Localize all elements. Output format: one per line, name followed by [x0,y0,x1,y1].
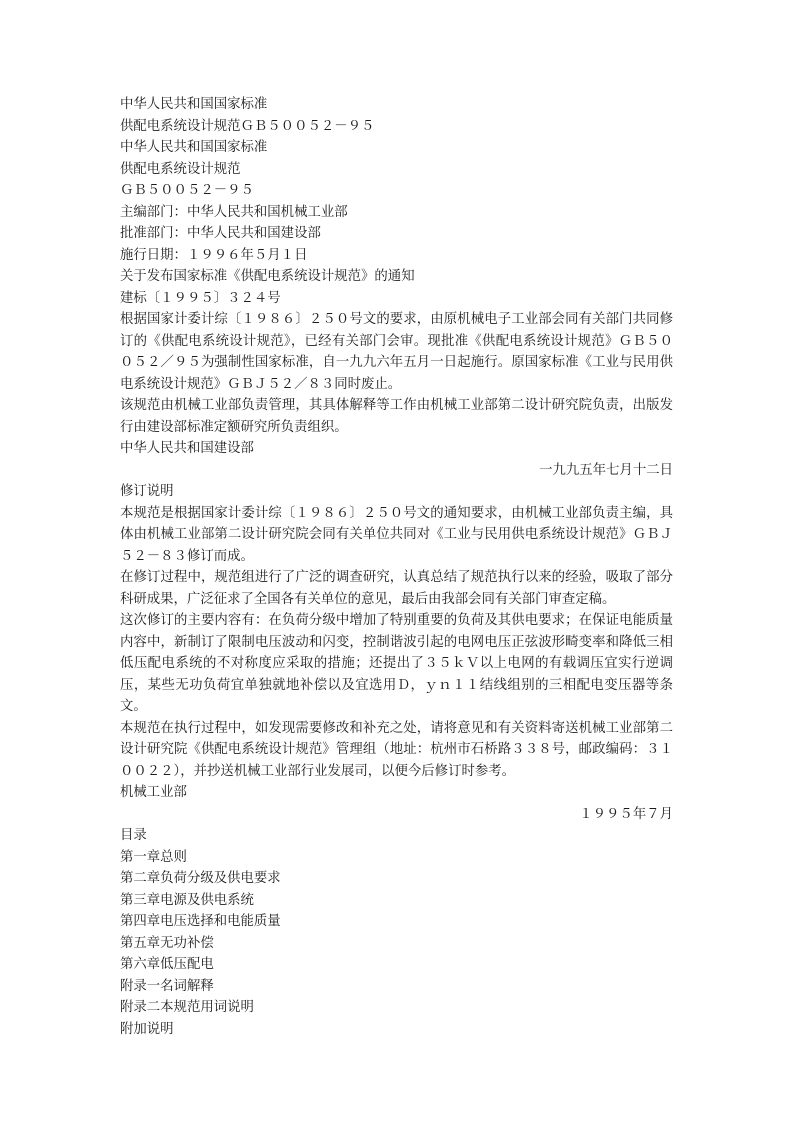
revision-paragraph: 本规范是根据国家计委计综〔１９８６〕２５０号文的通知要求，由机械工业部负责主编，具体由机械工业部第二设计研究院会同有关单位共同对《工业与民用供电系统设计规范》ＧＢＪ５２－８３修订而成。 [120,505,673,564]
toc-item: 第四章电压选择和电能质量 [120,914,281,929]
document-page [120,94,673,1040]
standard-title-repeat: 中华人民共和国国家标准 [120,140,268,155]
toc-item: 附录一名词解释 [120,978,214,994]
toc-item: 第三章电源及供电系统 [120,892,254,908]
revision-paragraph: 这次修订的主要内容有：在负荷分级中增加了特别重要的负荷及其供电要求；在保证电能质量内容中，新制订了限制电压波动和闪变，控制谐波引起的电网电压正弦波形畸变率和降低三相低压配电系统的不对称度应采取的措施；还提出了３５ｋＶ以上电网的有载调压宜实行逆调压，某些无功负荷宜单独就地补偿以及宜选用Ｄ，ｙｎ１１结线组别的三相配电变压器等条文。 [120,613,673,714]
standard-code: ＧＢ５００５２－９５ [120,183,254,198]
toc-item: 附录二本规范用词说明 [120,1000,254,1015]
revision-paragraph: 本规范在执行过程中，如发现需要修改和补充之处，请将意见和有关资料寄送机械工业部第二设计研究院《供配电系统设计规范》管理组（地址：杭州市石桥路３３８号，邮政编码：３１００２２），并抄送机械工业部行业发展司，以便今后修订时参考。 [120,720,673,779]
toc-item: 第二章负荷分级及供电要求 [120,871,281,886]
toc-item: 第一章总则 [120,849,187,865]
toc-heading: 目录 [120,828,147,843]
toc-item: 第五章无功补偿 [120,935,214,951]
revision-paragraph: 在修订过程中，规范组进行了广泛的调查研究，认真总结了规范执行以来的经验，吸取了部分科研成果，广泛征求了全国各有关单位的意见，最后由我部会同有关部门审查定稿。 [120,570,673,607]
standard-title: 中华人民共和国国家标准 [120,97,268,112]
revision-heading: 修订说明 [120,484,174,499]
notice-paragraph: 该规范由机械工业部负责管理，其具体解释等工作由机械工业部第二设计研究院负责，出版发行由建设部标准定额研究所负责组织。 [120,398,673,435]
notice-title: 关于发布国家标准《供配电系统设计规范》的通知 [120,269,415,284]
notice-paragraph: 根据国家计委计综〔１９８６〕２５０号文的要求，由原机械电子工业部会同有关部门共同修订的《供配电系统设计规范》，已经有关部门会审。现批准《供配电系统设计规范》ＧＢ５００５２／９５为强制性国家标准，自一九九六年五月一日起施行。原国家标准《工业与民用供电系统设计规范》ＧＢＪ５２／８３同时废止。 [120,312,673,392]
notice-doc-number: 建标〔１９９５〕３２４号 [120,290,281,306]
chief-editing-dept: 主编部门：中华人民共和国机械工业部 [120,204,348,220]
notice-date: 一九九五年七月十二日 [539,462,673,478]
spec-name: 供配电系统设计规范 [120,161,241,177]
spec-code-line: 供配电系统设计规范ＧＢ５００５２－９５ [120,118,375,134]
revision-signer: 机械工业部 [120,785,187,800]
revision-date: １９９５年７月 [579,806,673,822]
toc-item: 第六章低压配电 [120,957,214,972]
toc-item: 附加说明 [120,1021,174,1037]
approving-dept: 批准部门：中华人民共和国建设部 [120,226,321,241]
effective-date: 施行日期：１９９６年５月１日 [120,247,308,263]
notice-signer: 中华人民共和国建设部 [120,441,254,456]
